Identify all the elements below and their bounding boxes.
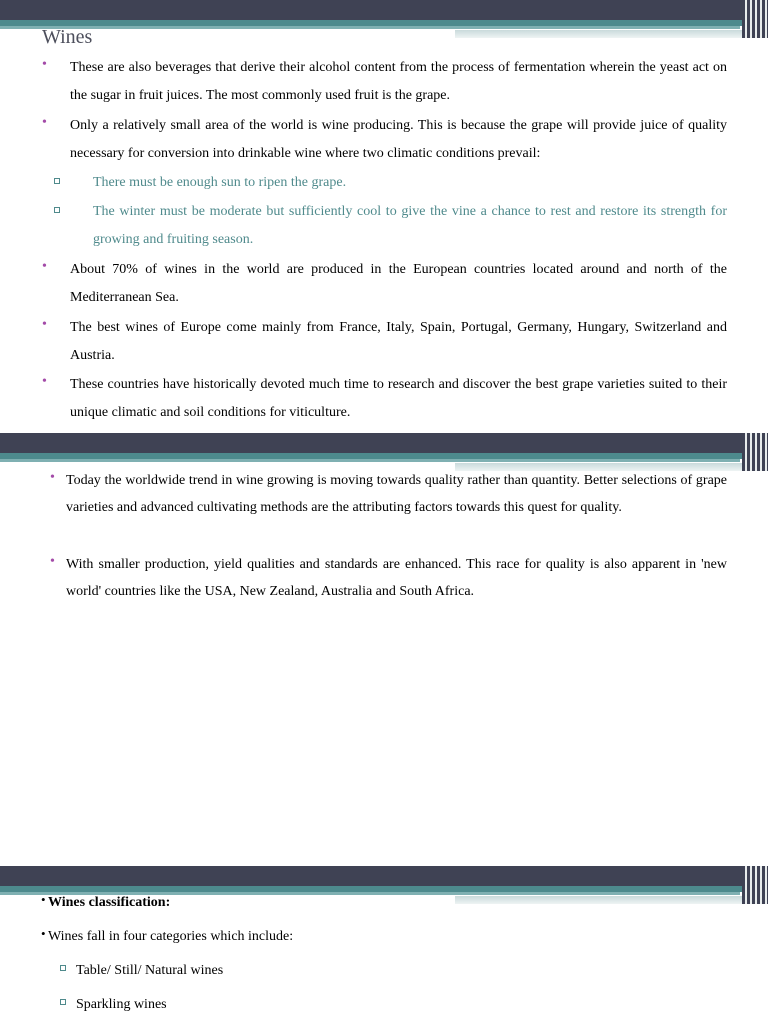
sub-bullet-square [54,178,60,184]
bullet-text: With smaller production, yield qualities and standards are enhanced. This race for quality is also apparent in 'new world' countries like the USA, New Zealand, Australia and South Africa. [66,557,727,599]
bullet-dot: • [41,926,46,941]
bullet-text: About 70% of wines in the world are produced in the European countries located around and north of the Mediterranean Sea. [70,262,727,305]
sub-bullet-square [54,207,60,213]
bullet-text: Today the worldwide trend in wine growing is moving towards quality rather than quantity. Better selections of grape varieties and advanced cultivating methods are the attributing factors towards this quest for quality. [66,473,727,515]
category-item: Table/ Still/ Natural wines [76,963,224,978]
bullet-text: These are also beverages that derive their alcohol content from the process of fermentation wherein the yeast act on the sugar in fruit juices. The most commonly used fruit is the grape. [70,60,727,103]
sub-bullet-text: The winter must be moderate but sufficiently cool to give the vine a chance to rest and restore its strength for growing and fruiting season. [93,204,727,247]
bullet-dot: • [42,259,47,274]
bullet-dot: • [42,317,47,332]
bullet-dot: • [42,115,47,130]
bullet-dot: • [42,374,47,389]
bullet-dot: • [50,470,55,485]
bullet-text: The best wines of Europe come mainly from France, Italy, Spain, Portugal, Germany, Hungary, Switzerland and Austria. [70,320,727,363]
bullet-dot: • [42,57,47,72]
slide-title: Wines [42,26,93,48]
bullet-dot: • [41,892,46,907]
section-heading: Wines classification: [48,895,171,910]
sub-bullet-square [60,965,66,971]
bullet-text: These countries have historically devoted much time to research and discover the best grape varieties suited to their unique climatic and soil conditions for viticulture. [70,377,727,420]
category-item: Sparkling wines [76,997,167,1012]
intro-text: Wines fall in four categories which include: [48,929,294,944]
slide1-header-bar [0,0,768,40]
sub-bullet-square [60,999,66,1005]
bullet-text: Only a relatively small area of the world is wine producing. This is because the grape will provide juice of quality necessary for conversion into drinkable wine where two climatic conditions prevail: [70,118,727,161]
bullet-dot: • [50,554,55,569]
sub-bullet-text: There must be enough sun to ripen the grape. [93,175,347,190]
